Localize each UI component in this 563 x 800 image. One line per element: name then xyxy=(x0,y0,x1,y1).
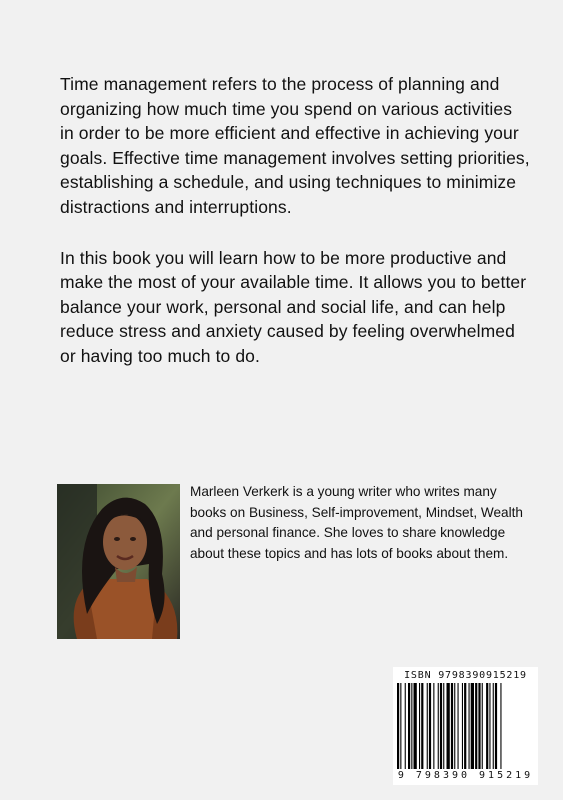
barcode-bar xyxy=(475,683,477,769)
isbn-barcode xyxy=(393,667,538,785)
author-portrait-image xyxy=(57,484,180,639)
barcode-digits: 9 798390 915219 xyxy=(397,770,534,781)
barcode-bar xyxy=(440,683,442,769)
barcode-bar xyxy=(429,683,431,769)
barcode-bar xyxy=(462,683,463,769)
barcode-bar xyxy=(451,683,453,769)
barcode-bar xyxy=(433,683,434,769)
barcode-bar xyxy=(438,683,439,769)
barcode-bar xyxy=(419,683,420,769)
barcode-bar xyxy=(414,683,417,769)
barcode-bar xyxy=(464,683,466,769)
isbn-label: ISBN 9798390915219 xyxy=(404,670,527,681)
barcode-bar xyxy=(500,683,501,769)
back-cover-blurb xyxy=(60,72,530,395)
barcode-bar xyxy=(458,683,459,769)
barcode-bar xyxy=(471,683,474,769)
barcode-bar xyxy=(495,683,497,769)
barcode-bar xyxy=(411,683,412,769)
barcode-bar xyxy=(454,683,455,769)
barcode-bar xyxy=(421,683,423,769)
barcode-bar xyxy=(482,683,483,769)
barcode-bar xyxy=(489,683,490,769)
blurb-paragraph-1: Time management refers to the process of planning and organizing how much time you spend on various activities in order to be more efficient and effective in achieving your goals. Effective time management involves setting priorities, establishing a schedule, and using techniques to minimize distractions and interruptions. xyxy=(60,74,530,217)
blurb-paragraph-2: In this book you will learn how to be more productive and make the most of your available time. It allows you to better balance your work, personal and social life, and can help reduce stress and anxiety caused by feeling overwhelmed or having too much to do. xyxy=(60,247,527,366)
barcode-bar xyxy=(478,683,480,769)
barcode-bar xyxy=(408,683,410,769)
barcode-bar xyxy=(427,683,428,769)
barcode-bar xyxy=(397,683,399,769)
author-photo xyxy=(57,484,180,639)
author-bio: Marleen Verkerk is a young writer who writes many books on Business, Self-improvement, Mindset, Wealth and personal finance. She loves to share knowledge about these topics and has lots of books about them. xyxy=(190,484,523,561)
barcode-bar xyxy=(493,683,494,769)
barcode-bar xyxy=(447,683,450,769)
barcode-bars xyxy=(395,683,536,769)
barcode-bar xyxy=(443,683,444,769)
barcode-bar xyxy=(405,683,406,769)
barcode-bar xyxy=(400,683,401,769)
barcode-bar xyxy=(469,683,470,769)
barcode-bar xyxy=(486,683,488,769)
